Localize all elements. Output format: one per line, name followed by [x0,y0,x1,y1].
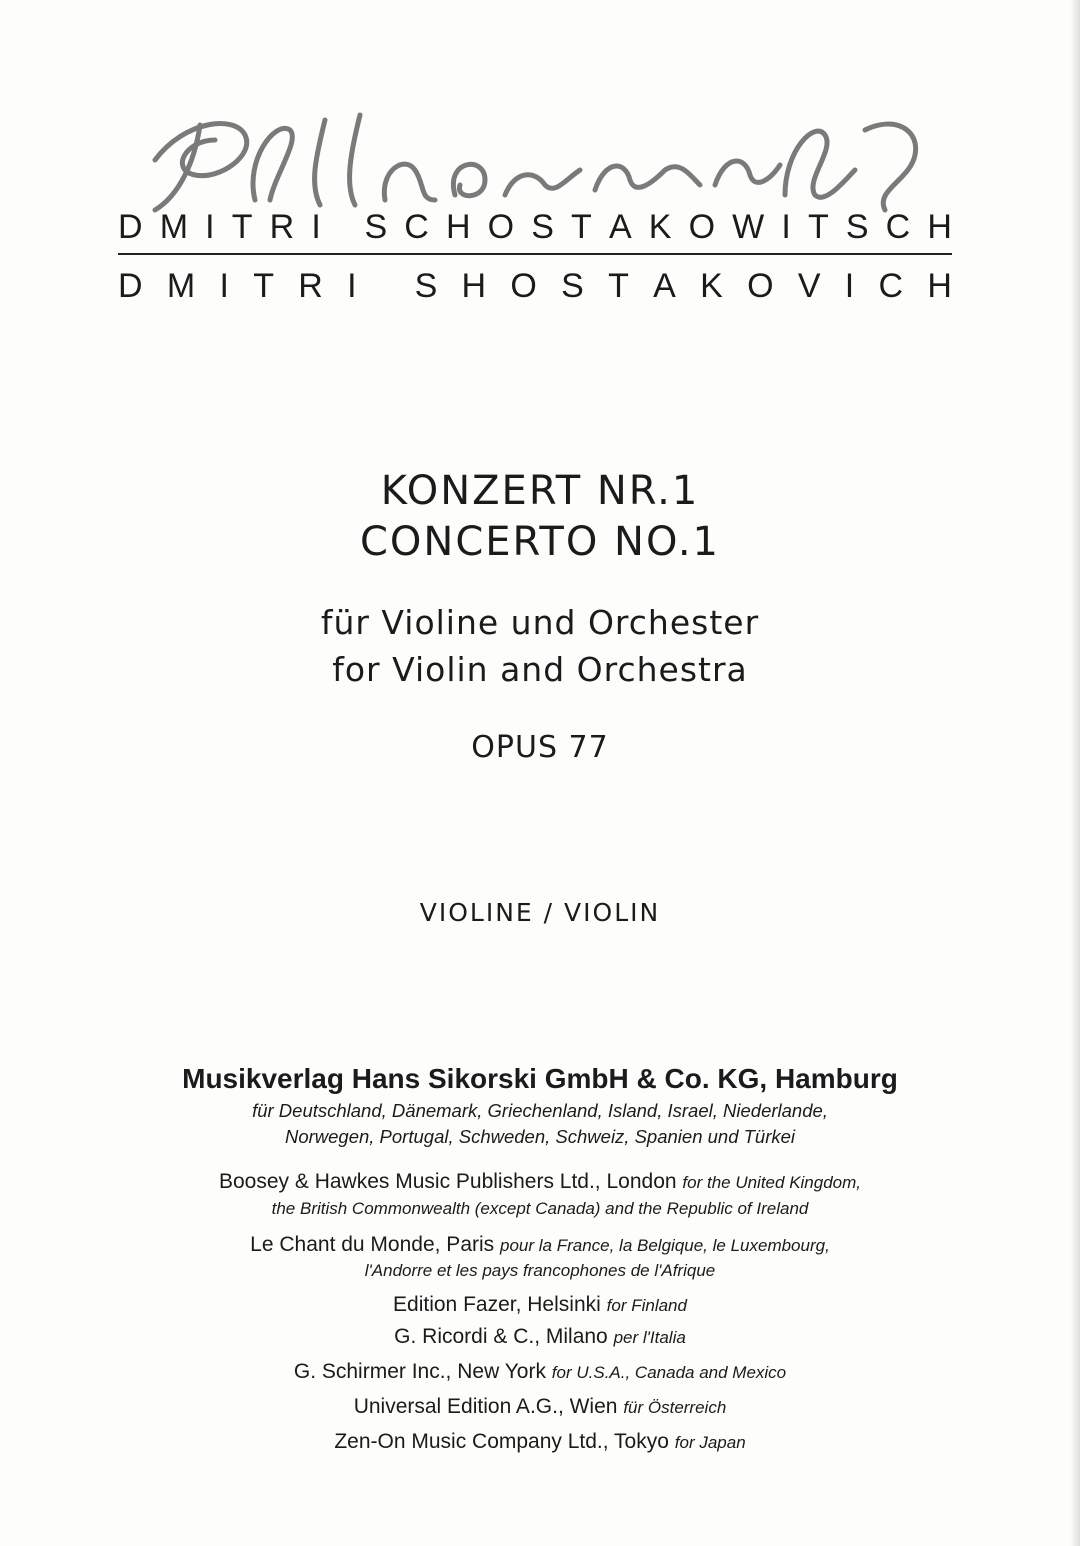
composer-letter: C [878,267,904,305]
distributor-name: Zen-On Music Company Ltd., Tokyo [334,1430,669,1453]
word-gap [381,266,390,306]
composer-letter: O [747,267,774,305]
composer-letter: H [445,208,471,246]
composer-letter: K [648,208,672,246]
composer-letter: A [653,267,676,305]
composer-letter: R [269,208,295,246]
publisher-territory-line-2: Norwegen, Portugal, Schweden, Schweiz, Spanien und Türkei [284,1126,796,1147]
composer-letter: S [364,208,388,246]
work-title-german: KONZERT NR.1 [380,468,700,514]
publisher-territory-line-1: für Deutschland, Dänemark, Griechenland, Island, Israel, Niederlande, [252,1100,828,1121]
distributor-line [0,1430,1080,1454]
composer-letter: I [205,208,215,246]
distributor-territory-continued: the British Commonwealth (except Canada) and the Republic of Ireland [271,1199,809,1218]
distributor-name: Boosey & Hawkes Music Publishers Ltd., London [218,1170,677,1193]
composer-letter: S [845,208,869,246]
distributor-territory-continued: l'Andorre et les pays francophones de l'Afrique [364,1261,716,1280]
composer-letter: T [608,267,629,305]
distributor-line [0,1360,1080,1384]
composer-letter: T [807,208,829,246]
composer-letter: W [732,208,765,246]
distributor-territory: für Österreich [623,1398,727,1417]
distributor-name: Le Chant du Monde, Paris [250,1233,495,1256]
composer-letter: M [159,208,189,246]
distributor-name: G. Schirmer Inc., New York [293,1360,546,1383]
publisher-name: Musikverlag Hans Sikorski GmbH & Co. KG, Hamburg [182,1063,898,1094]
composer-letter: C [885,208,911,246]
composer-letter: V [797,267,821,305]
word-gap [338,207,347,247]
distributor-territory: per l'Italia [613,1328,686,1347]
composer-name-english [118,266,952,306]
part-name: VIOLINE / VIOLIN [419,898,661,927]
composer-letter: I [311,208,321,246]
composer-letter: C [404,208,429,246]
composer-letter: I [219,267,229,305]
distributor-territory: for Finland [606,1296,687,1315]
composer-letter: K [700,267,723,305]
composer-name-german [118,207,952,247]
distributor-name: Universal Edition A.G., Wien [353,1395,618,1418]
distributor-line [0,1325,1080,1349]
opus-number: OPUS 77 [471,730,609,765]
instrumentation-german: für Violine und Orchester [320,603,760,642]
distributor-line [0,1293,1080,1317]
composer-letter: O [688,208,716,246]
composer-letter: R [298,267,323,305]
composer-letter: S [531,208,554,246]
distributor-line [0,1233,1080,1257]
distributor-name: Edition Fazer, Helsinki [393,1293,601,1316]
distributor-territory: for the United Kingdom, [682,1173,862,1192]
composer-letter: I [844,267,855,305]
composer-letter: T [571,208,592,246]
composer-letter: S [561,267,584,305]
composer-letter: H [927,208,952,246]
divider-line [118,253,952,255]
instrumentation-english: for Violin and Orchestra [332,650,748,689]
distributor-territory: for Japan [674,1433,746,1452]
composer-letter: D [118,267,143,305]
scan-edge-shadow [1070,0,1080,1546]
work-title-english: CONCERTO NO.1 [359,519,720,565]
composer-letter: T [231,208,253,246]
distributor-territory: for U.S.A., Canada and Mexico [551,1363,787,1382]
composer-letter: I [781,208,791,246]
composer-letter: H [461,267,487,305]
composer-letter: T [253,267,274,305]
composer-letter: O [487,208,515,246]
composer-letter: D [118,208,143,246]
distributor-territory: pour la France, la Belgique, le Luxembourg, [500,1236,830,1255]
composer-letter: M [166,267,196,305]
distributor-name: G. Ricordi & C., Milano [394,1325,608,1348]
composer-letter: O [510,267,537,305]
composer-letter: I [347,267,357,305]
composer-letter: A [608,208,632,246]
composer-letter: H [927,267,952,305]
distributor-line [0,1395,1080,1419]
distributor-line [0,1170,1080,1194]
composer-letter: S [414,267,438,305]
